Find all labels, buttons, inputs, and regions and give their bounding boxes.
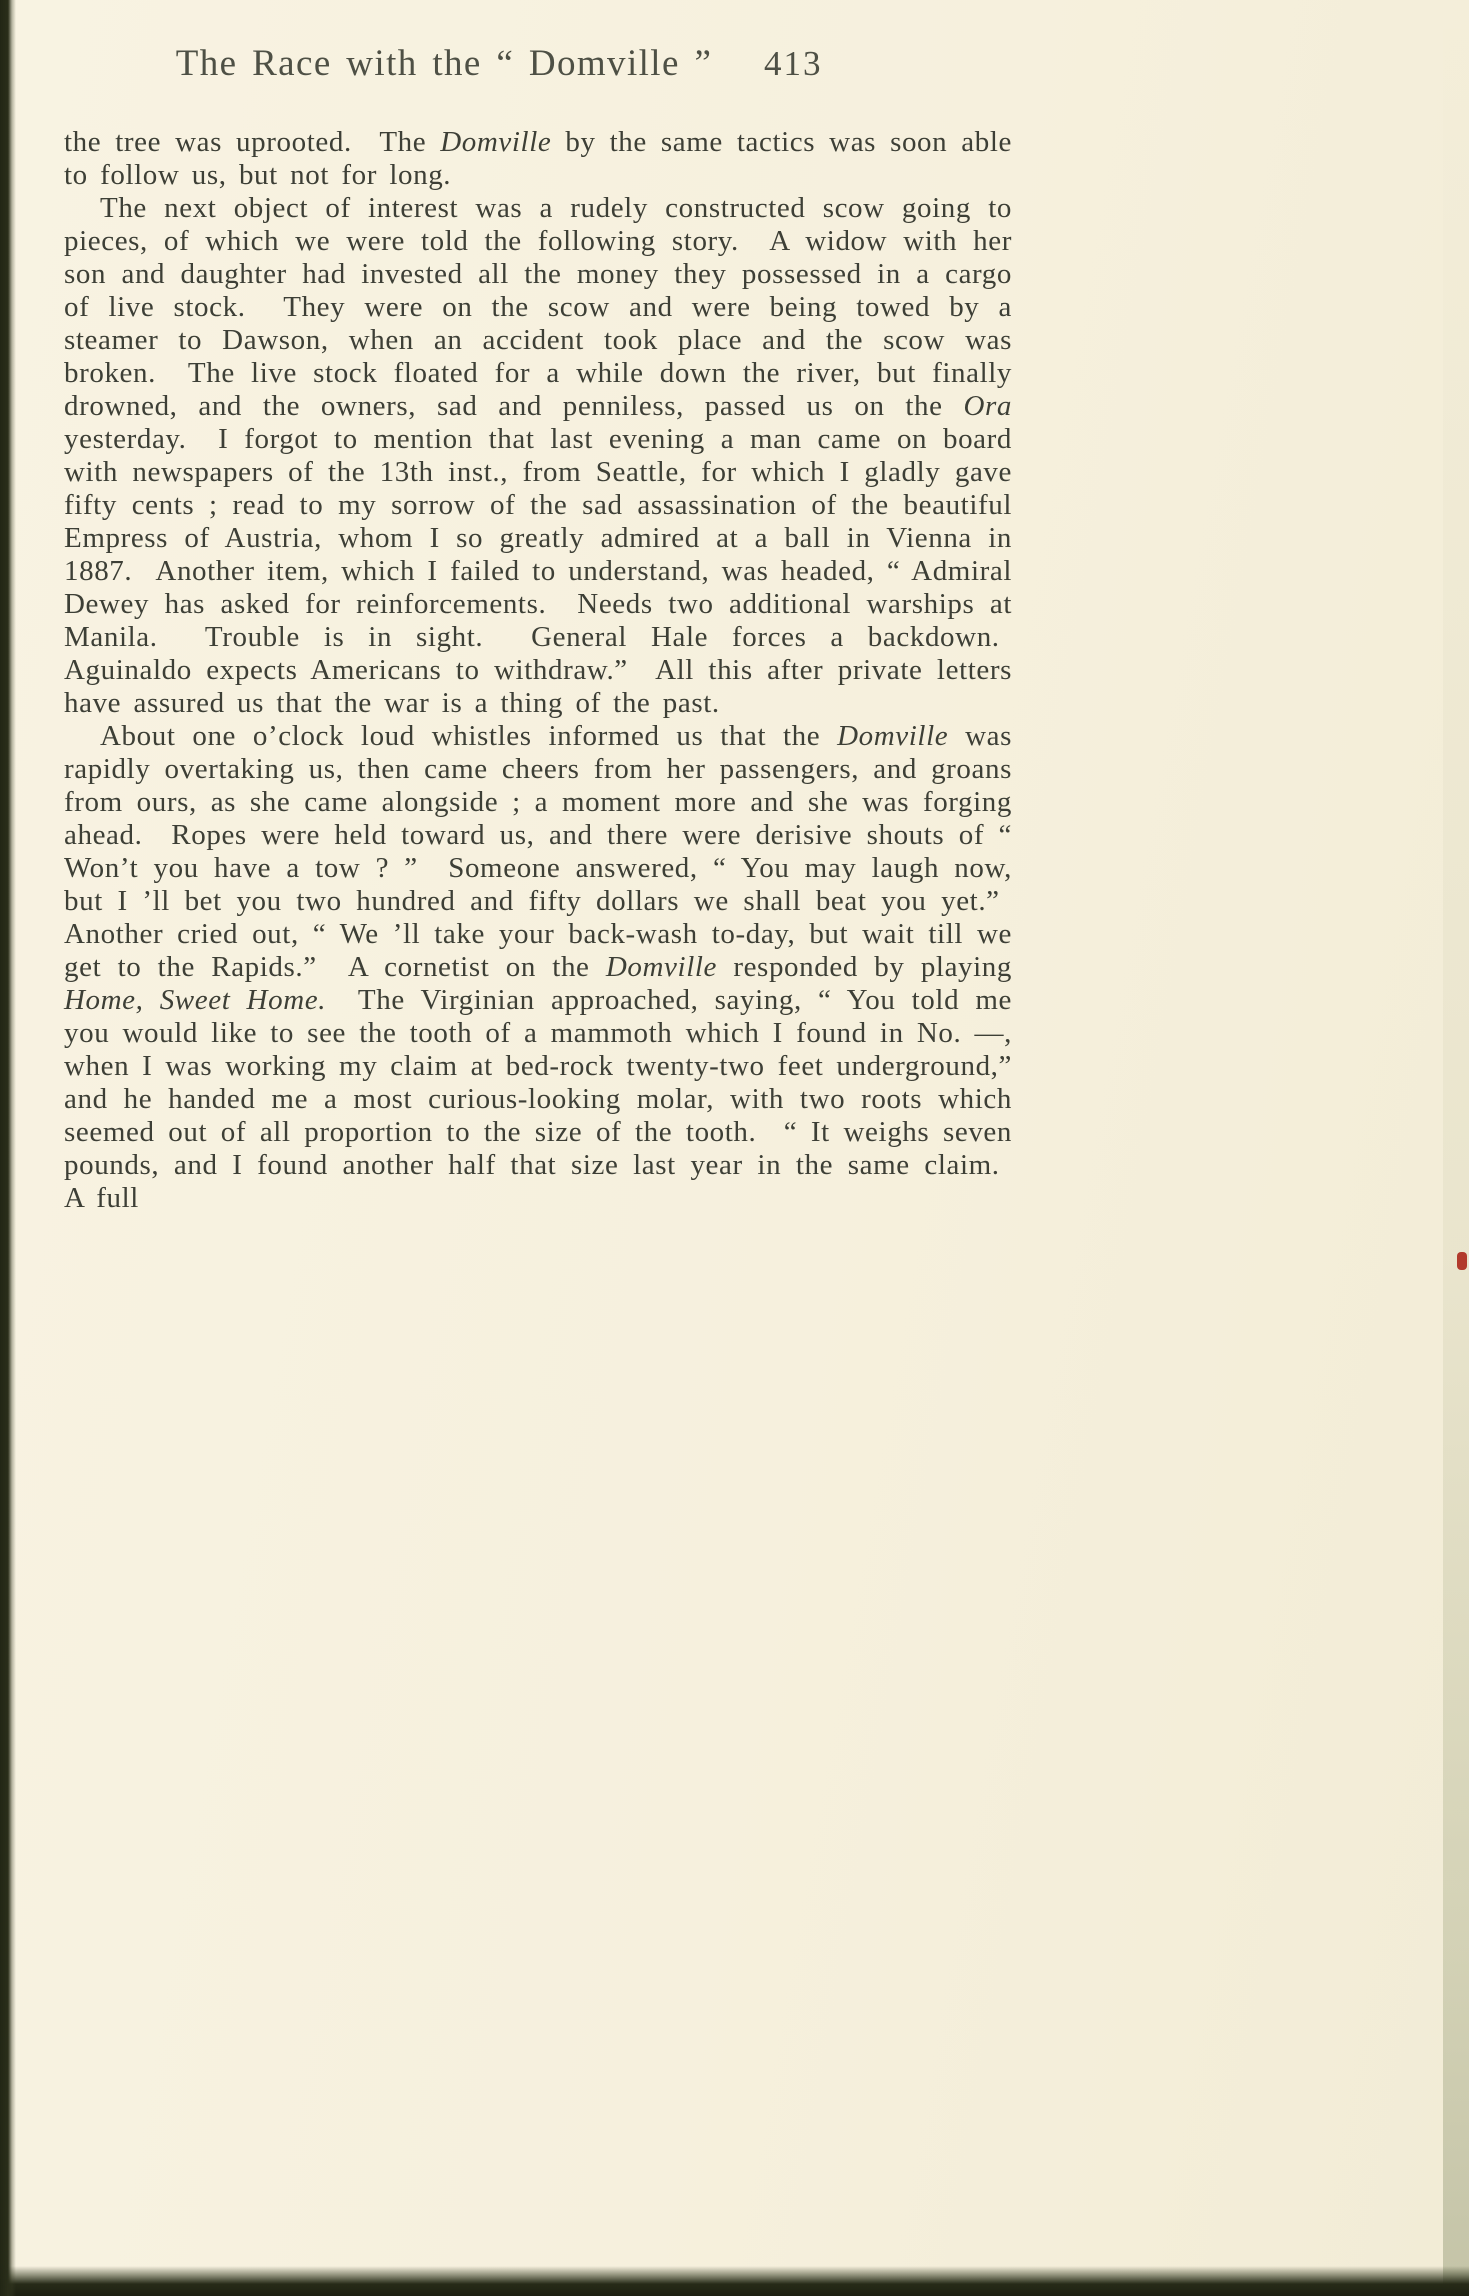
italic-text-segment: Home, Sweet Home. (64, 984, 327, 1016)
italic-text-segment: Domville (605, 951, 717, 983)
paragraph (64, 126, 1012, 192)
running-head (64, 42, 1012, 94)
paragraph (64, 192, 1012, 720)
text-segment: The next object of interest was a rudely constructed scow going to pieces, of which we were told the following story. A widow with her son and daughter had invested all the money they possessed in a cargo of live stock. They were on the scow and were being towed by a steamer to Dawson, when an accident took place and the scow was broken. The live stock floated for a while down the river, but finally drowned, and the owners, sad and penniless, passed us on the (64, 192, 1012, 422)
page-number: 413 (764, 44, 823, 83)
page-edge-bottom (0, 2266, 1469, 2296)
text-segment: the tree was uprooted. The (64, 126, 441, 158)
text-segment: yesterday. I forgot to mention that last evening a man came on board with newspapers of the 13th inst., from Seattle, for which I gladly gave fifty cents ; read to my sorrow of the sad assassination of the beautiful Empress of Austria, whom I so greatly admired at a ball in Vienna in 1887. Another item, which I failed to understand, was headed, “ Admiral Dewey has asked for reinforcements. Needs two additional warships at Manila. Trouble is in sight. General Hale forces a backdown. Aguinaldo expects Americans to withdraw.” All this after private letters have assured us that the war is a thing of the past. (64, 423, 1012, 719)
text-segment: The Virginian approached, saying, “ You told me you would like to see the tooth of a mammoth which I found in No. —, when I was working my claim at bed-rock twenty-two feet underground,” and he handed me a most curious-looking molar, with two roots which seemed out of all proportion to the size of the tooth. “ It weighs seven pounds, and I found another half that size last year in the same claim. A full (64, 984, 1012, 1214)
paragraph (64, 720, 1012, 1215)
page-edge-right (1443, 0, 1469, 2296)
italic-text-segment: Ora (963, 390, 1012, 422)
page-edge-red-mark (1457, 1252, 1467, 1270)
italic-text-segment: Domville (837, 720, 949, 752)
page-content (64, 42, 1012, 1215)
text-segment: responded by playing (716, 951, 1013, 983)
text-segment: by the same tactics was soon able to follow us, but not for long. (64, 126, 1012, 191)
text-segment: was rapidly overtaking us, then came cheers from her passengers, and groans from ours, as she came alongside ; a moment more and she was forging ahead. Ropes were held toward us, and there were derisive shouts of “ Won’t you have a tow ? ” Someone answered, “ You may laugh now, but I ’ll bet you two hundred and fifty dollars we shall beat you yet.” Another cried out, “ We ’ll take your back-wash to-day, but wait till we get to the Rapids.” A cornetist on the (64, 720, 1012, 983)
chapter-title: The Race with the “ Domville ” (175, 43, 713, 84)
page-edge-left (0, 0, 16, 2296)
text-segment: About one o’clock loud whistles informed us that the (100, 720, 838, 752)
italic-text-segment: Domville (440, 126, 552, 158)
body-text (64, 126, 1012, 1215)
